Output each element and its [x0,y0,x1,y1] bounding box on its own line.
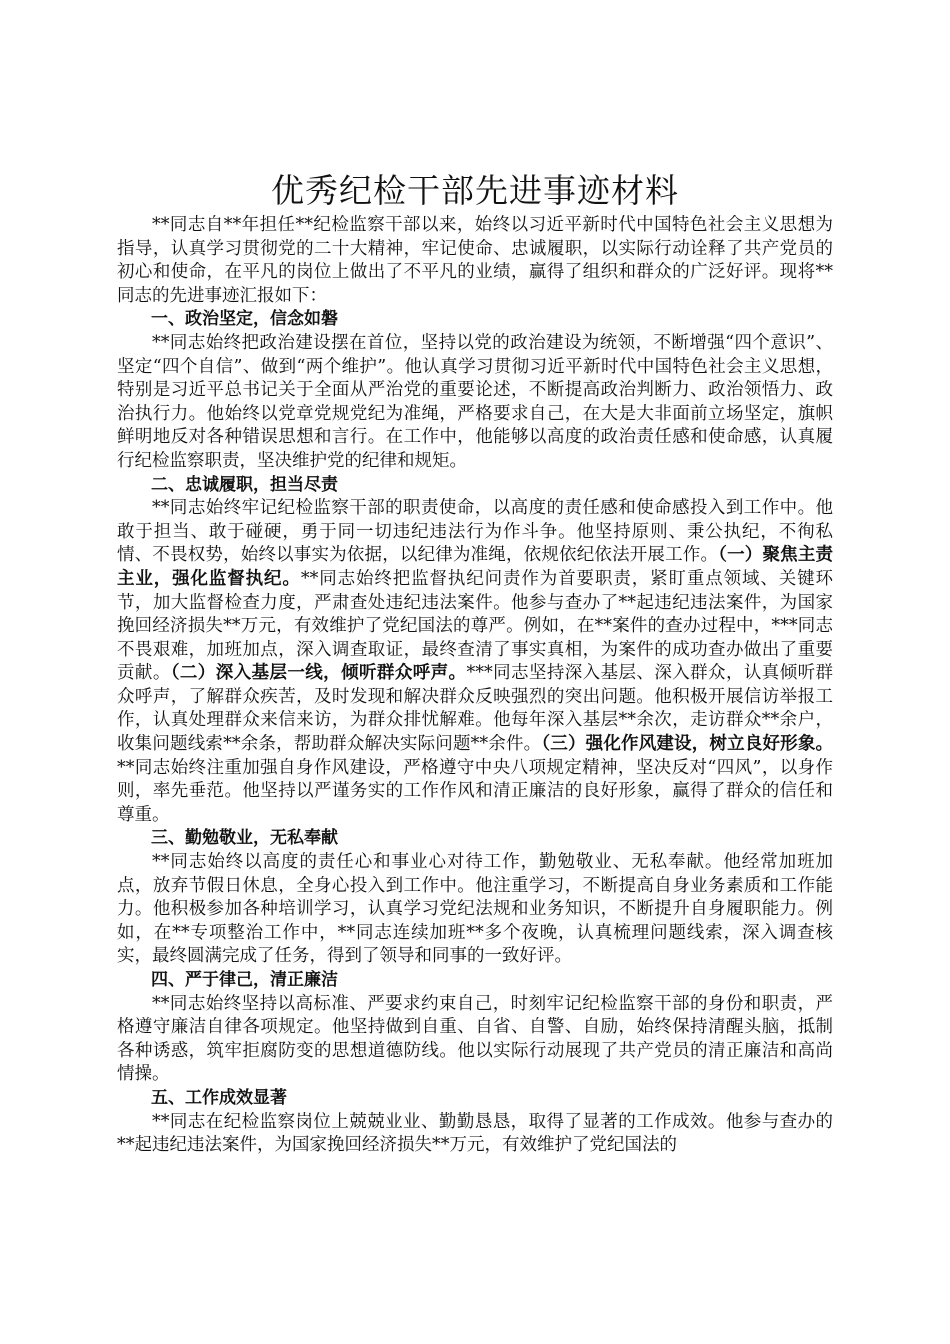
subsection-title-2: （二）深入基层一线，倾听群众呼声。 [170,663,467,684]
section-heading-4: 四、严于律己，清正廉洁 [151,970,338,990]
section-2-lead: **同志始终牢记纪检监察干部的职责使命，以高度的责任感和使命感投入到工作中。他敢于担当、敢于碰硬，勇于同一切违纪违法行为作斗争。他坚持原则、秉公执纪，不徇私情、不畏权势，始终以事实为依据，以纪律为准绳，依规依纪依法开展工作。 [117,498,833,566]
section-heading-2: 二、忠诚履职，担当尽责 [151,474,338,495]
subsection-title-3: （三）强化作风建设，树立良好形象。 [541,734,834,755]
section-heading-5: 五、工作成效显著 [151,1087,287,1108]
section-paragraph-2 [117,497,833,827]
subsection-text-3: **同志始终注重加强自身作风建设，严格遵守中央八项规定精神，坚决反对“四风”，以身作则，率先垂范。他坚持以严谨务实的工作作风和清正廉洁的良好形象，赢得了群众的信任和尊重。 [117,757,833,825]
section-heading-1: 一、政治坚定，信念如磐 [151,309,338,330]
section-paragraph-1: **同志始终把政治建设摆在首位，坚持以党的政治建设为统领，不断增强“四个意识”、坚定“四个自信”、做到“两个维护”。他认真学习贯彻习近平新时代中国特色社会主义思想，特别是习近平总书记关于全面从严治党的重要论述，不断提高政治判断力、政治领悟力、政治执行力。他始终以党章党规党纪为准绳，严格要求自己，在大是大非面前立场坚定，旗帜鲜明地反对各种错误思想和言行。在工作中，他能够以高度的政治责任感和使命感，认真履行纪检监察职责，坚决维护党的纪律和规矩。 [117,332,833,471]
subsection-text-1: **同志始终把监督执纪问责作为首要职责，紧盯重点领域、关键环节，加大监督检查力度，严肃查处违纪违法案件。他参与查办了**起违纪违法案件，为国家挽回经济损失**万元，有效维护了党纪国法的尊严。例如，在**案件的查办过程中，***同志不畏艰难，加班加点，深入调查取证，最终查清了事实真相，为案件的成功查办做出了重要贡献。 [117,568,834,684]
intro-paragraph: **同志自**年担任**纪检监察干部以来，始终以习近平新时代中国特色社会主义思想为指导，认真学习贯彻党的二十大精神，牢记使命、忠诚履职，以实际行动诠释了共产党员的初心和使命，在平凡的岗位上做出了不平凡的业绩，赢得了组织和群众的广泛好评。现将**同志的先进事迹汇报如下： [117,215,833,306]
document-body [117,168,833,1158]
section-paragraph-5: **同志在纪检监察岗位上兢兢业业、勤勤恳恳，取得了显著的工作成效。他参与查办的**起违纪违法案件，为国家挽回经济损失**万元，有效维护了党纪国法的 [117,1111,833,1156]
section-paragraph-4: **同志始终坚持以高标准、严要求约束自己，时刻牢记纪检监察干部的身份和职责，严格遵守廉洁自律各项规定。他坚持做到自重、自省、自警、自励，始终保持清醒头脑，抵制各种诱惑，筑牢拒腐防变的思想道德防线。他以实际行动展现了共产党员的清正廉洁和高尚情操。 [117,993,833,1085]
section-heading-3: 三、勤勉敬业，无私奉献 [151,828,338,849]
section-paragraph-3: **同志始终以高度的责任心和事业心对待工作，勤勉敬业、无私奉献。他经常加班加点，放弃节假日休息，全身心投入到工作中。他注重学习，不断提高自身业务素质和工作能力。他积极参加各种培训学习，认真学习党纪法规和业务知识，不断提升自身履职能力。例如，在**专项整治工作中，**同志连续加班**多个夜晚，认真梳理问题线索，深入调查核实，最终圆满完成了任务，得到了领导和同事的一致好评。 [117,852,833,967]
subsection-text-2: ***同志坚持深入基层、深入群众，认真倾听群众呼声，了解群众疾苦，及时发现和解决群众反映强烈的突出问题。他积极开展信访举报工作，认真处理群众来信来访，为群众排忧解难。他每年深入基层**余次，走访群众**余户，收集问题线索**余条，帮助群众解决实际问题**余件。 [117,663,834,755]
document-title: 优秀纪检干部先进事迹材料 [271,171,679,210]
subsection-title-1: （一）聚焦主责主业，强化监督执纪。 [117,545,834,589]
